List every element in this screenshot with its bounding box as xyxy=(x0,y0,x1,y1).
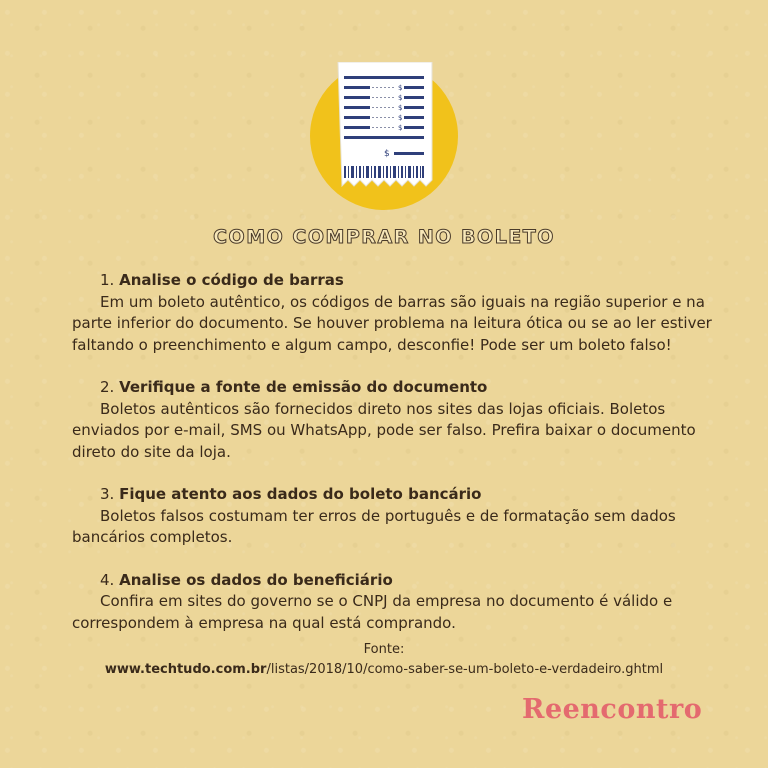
tip-heading xyxy=(72,377,712,399)
receipt-icon xyxy=(332,62,438,190)
tip-number: 1. xyxy=(100,271,115,289)
tip-title: Analise os dados do beneficiário xyxy=(119,570,393,589)
receipt-dollar-2: $ xyxy=(398,94,403,102)
source-label: Fonte: xyxy=(363,642,405,657)
source-credit xyxy=(0,640,768,680)
tip-body: Boletos autênticos são fornecidos direto nos sites das lojas oficiais. Boletos enviados por e-mail, SMS ou WhatsApp, pode ser falso. Prefira baixar o documento direto do site da loja. xyxy=(72,399,696,461)
tip-heading xyxy=(72,270,712,292)
tip-item xyxy=(72,570,712,635)
receipt-illustration xyxy=(310,62,458,210)
tip-body: Boletos falsos costumam ter erros de português e de formatação sem dados bancários completos. xyxy=(72,506,676,546)
receipt-dollar-3: $ xyxy=(398,104,403,112)
tip-title: Analise o código de barras xyxy=(119,271,344,289)
tip-title: Fique atento aos dados do boleto bancário xyxy=(119,485,482,503)
page-title: COMO COMPRAR NO BOLETO xyxy=(213,226,555,248)
tip-item xyxy=(72,484,712,549)
tip-number: 3. xyxy=(100,485,115,503)
receipt-dollar-4: $ xyxy=(398,114,403,122)
tip-item xyxy=(72,270,712,356)
brand-logo: Reencontro xyxy=(522,694,703,725)
receipt-total-dollar: $ xyxy=(384,149,390,159)
tips-list xyxy=(72,270,712,655)
source-domain: www.techtudo.com.br xyxy=(104,662,267,677)
tip-body: Em um boleto autêntico, os códigos de barras são iguais na região superior e na parte inferior do documento. Se houver problema na leitura ótica ou se ao ler estiver faltando o preenchimento e algum campo, desconfie! Pode ser um boleto falso! xyxy=(72,292,712,354)
tip-title: Verifique a fonte de emissão do documento xyxy=(119,378,488,396)
tip-body: Confira em sites do governo se o CNPJ da empresa no documento é válido e correspondem à empresa na qual está comprando. xyxy=(72,592,673,632)
tip-item xyxy=(72,377,712,463)
tip-number: 4. xyxy=(100,570,115,589)
source-path: /listas/2018/10/como-saber-se-um-boleto-e-verdadeiro.ghtml xyxy=(266,662,664,677)
receipt-dollar-1: $ xyxy=(398,84,403,92)
tip-heading xyxy=(72,570,712,592)
tip-number: 2. xyxy=(100,378,115,396)
source-link[interactable] xyxy=(0,660,768,680)
tip-heading xyxy=(72,484,712,506)
receipt-dollar-5: $ xyxy=(398,124,403,132)
